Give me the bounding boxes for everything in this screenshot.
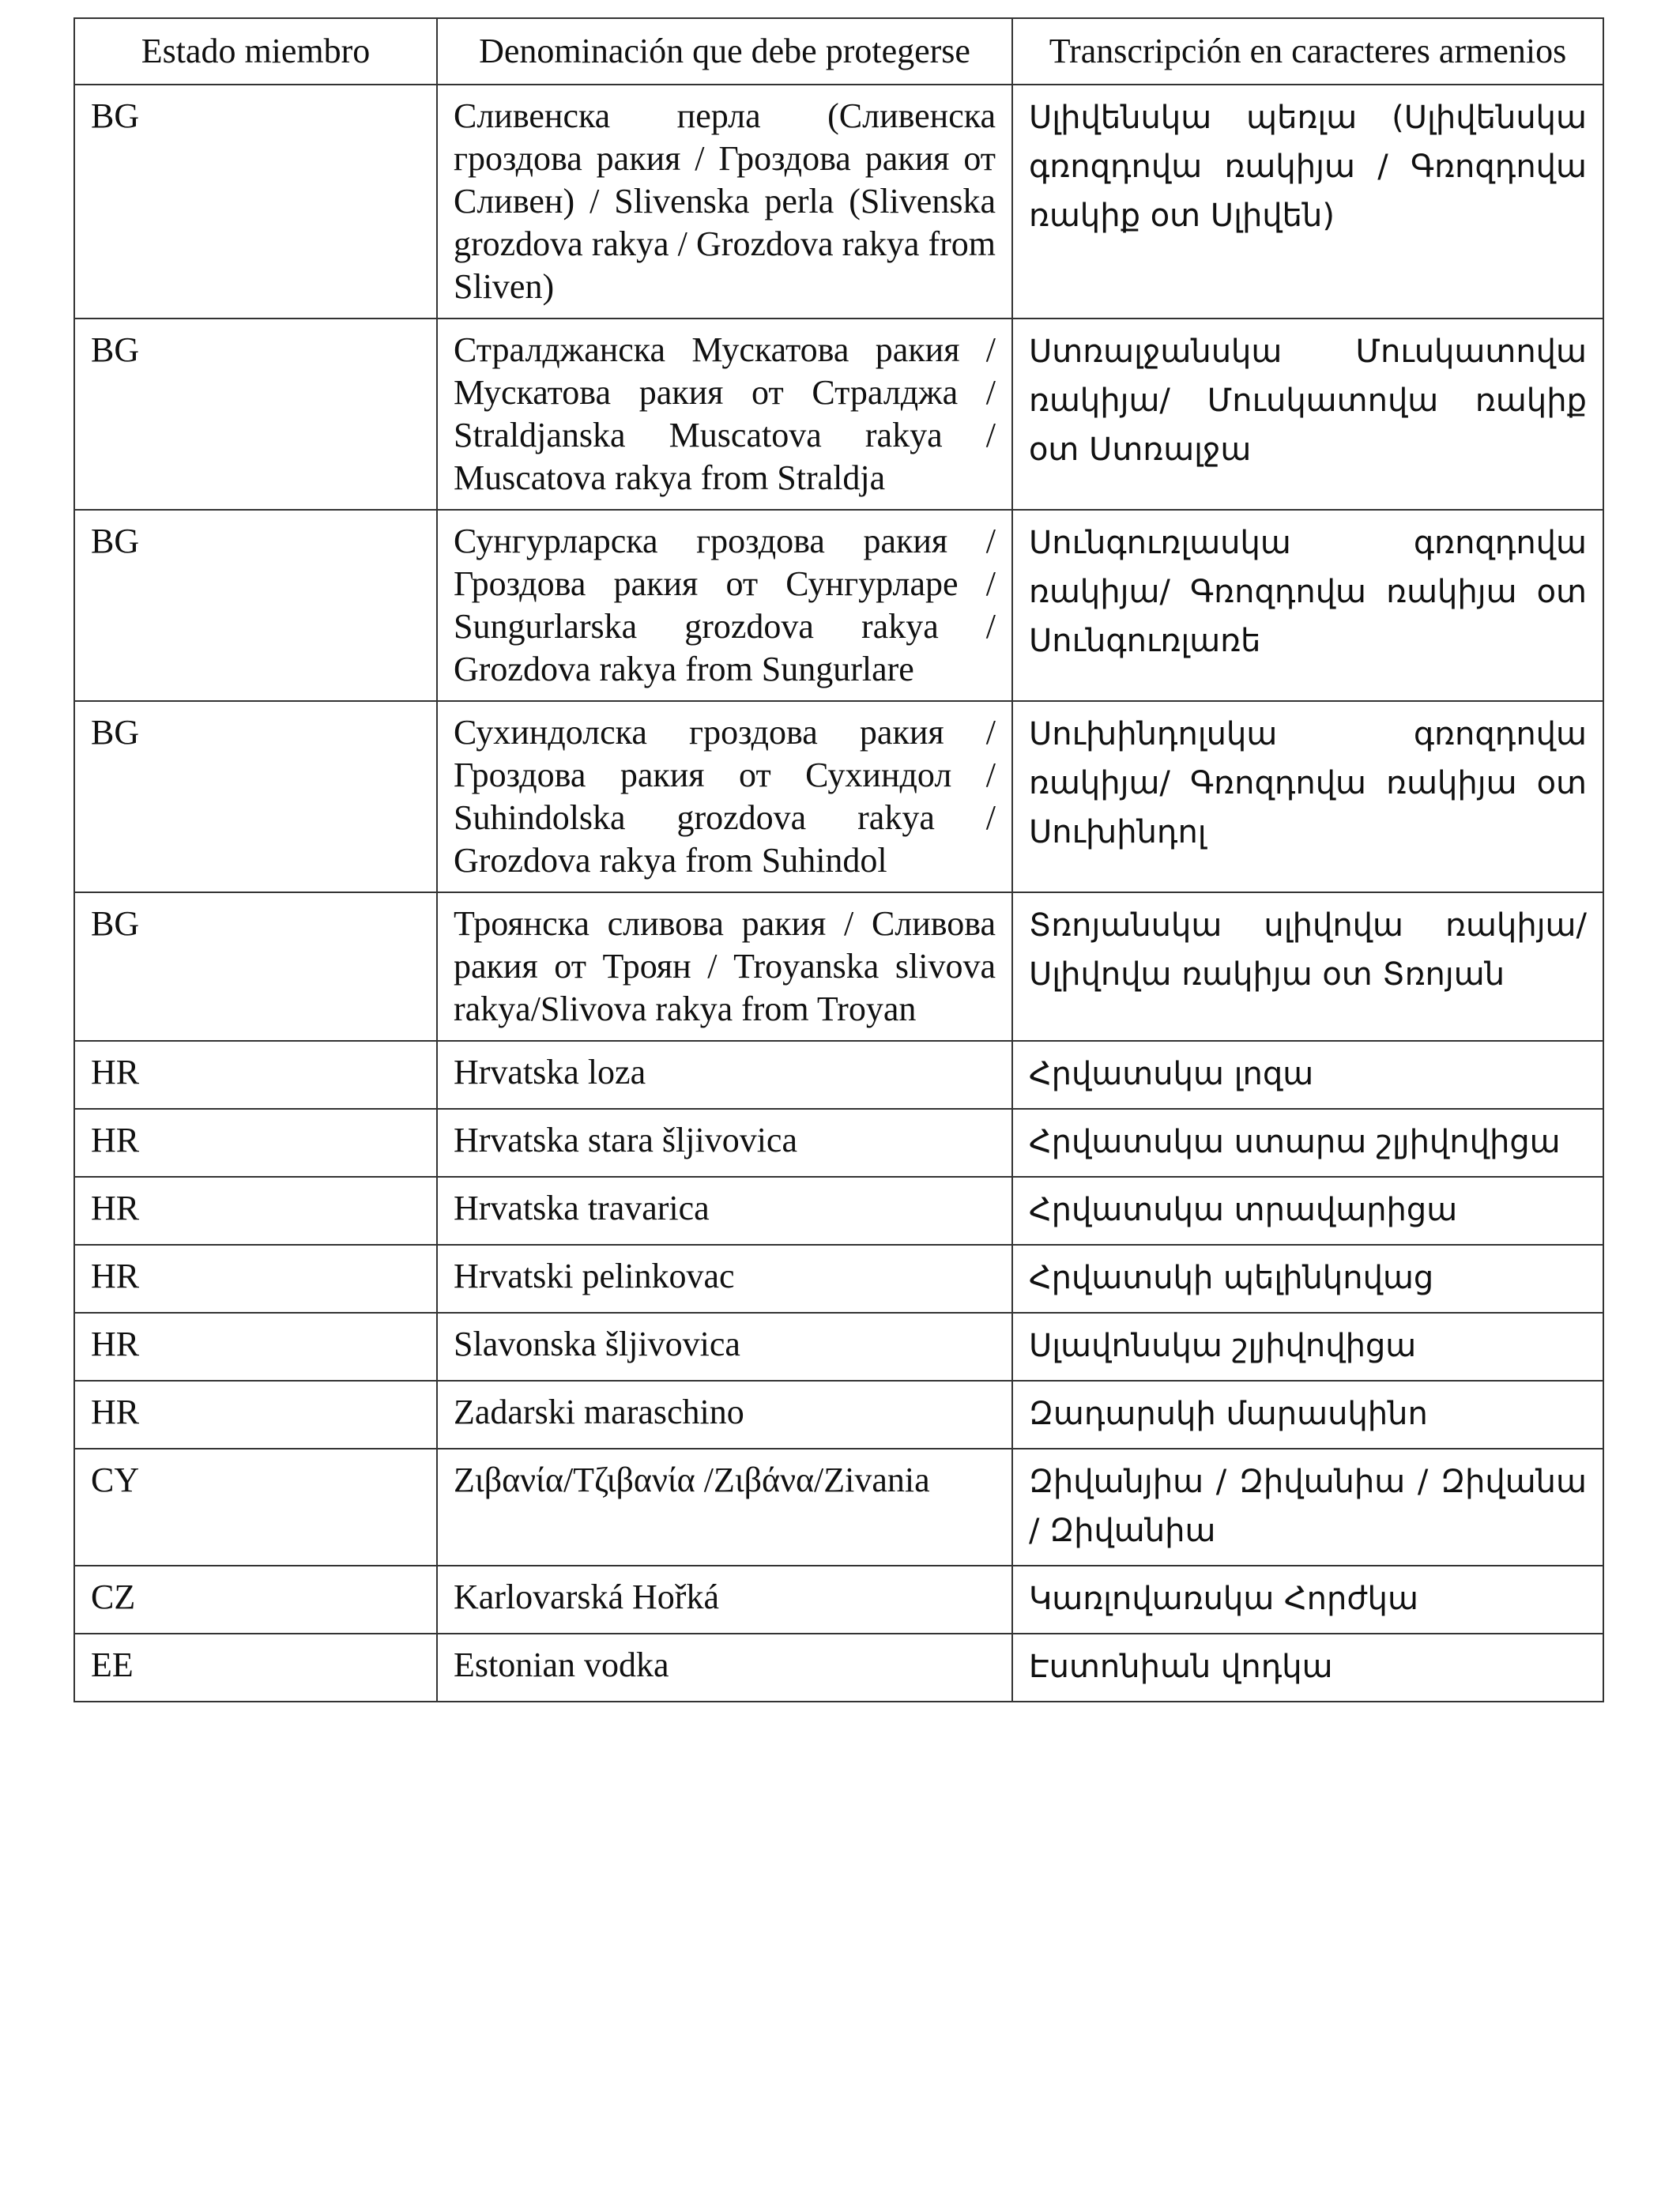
armenian-transcription-cell: Էստոնիան վոդկա bbox=[1012, 1634, 1603, 1702]
table-row bbox=[74, 85, 1603, 319]
member-state-cell: EE bbox=[74, 1634, 437, 1702]
protected-name-cell: Hrvatska stara šljivovica bbox=[437, 1109, 1012, 1177]
protected-name-cell: Ζιβανία/Τζιβανία /Ζιβάνα/Zivania bbox=[437, 1449, 1012, 1566]
member-state-cell: HR bbox=[74, 1041, 437, 1109]
member-state-cell: CZ bbox=[74, 1566, 437, 1634]
table-row bbox=[74, 1634, 1603, 1702]
member-state-cell: HR bbox=[74, 1177, 437, 1245]
armenian-transcription-cell: Զադարսկի մարասկինո bbox=[1012, 1381, 1603, 1449]
table-row bbox=[74, 1177, 1603, 1245]
member-state-cell: HR bbox=[74, 1245, 437, 1313]
protected-name-cell: Троянска сливова ракия / Сливова ракия от Троян / Troyanska slivova rakya/Slivova rakya from Troyan bbox=[437, 892, 1012, 1041]
table-row bbox=[74, 701, 1603, 892]
table-row bbox=[74, 1381, 1603, 1449]
table-header-row bbox=[74, 18, 1603, 85]
member-state-cell: BG bbox=[74, 510, 437, 701]
protected-name-cell: Slavonska šljivovica bbox=[437, 1313, 1012, 1381]
protected-name-cell: Zadarski maraschino bbox=[437, 1381, 1012, 1449]
table-row bbox=[74, 1313, 1603, 1381]
armenian-transcription-cell: Տռոյանսկա սլիվովա ռակիյա/ Սլիվովա ռակիյա օտ Տռոյան bbox=[1012, 892, 1603, 1041]
table-row bbox=[74, 1245, 1603, 1313]
member-state-cell: HR bbox=[74, 1313, 437, 1381]
protected-name-cell: Hrvatska travarica bbox=[437, 1177, 1012, 1245]
table-row bbox=[74, 1109, 1603, 1177]
protected-name-cell: Hrvatska loza bbox=[437, 1041, 1012, 1109]
armenian-transcription-cell: Հրվատսկա տրավարիցա bbox=[1012, 1177, 1603, 1245]
protected-name-cell: Hrvatski pelinkovac bbox=[437, 1245, 1012, 1313]
armenian-transcription-cell: Հրվատսկա լոզա bbox=[1012, 1041, 1603, 1109]
armenian-transcription-cell: Սուխինդոլսկա գռոզդովա ռակիյա/ Գռոզդովա ռակիյա օտ Սուխինդոլ bbox=[1012, 701, 1603, 892]
table-row bbox=[74, 1041, 1603, 1109]
armenian-transcription-cell: Սլավոնսկա շլյիվովիցա bbox=[1012, 1313, 1603, 1381]
protected-name-cell: Сухиндолска гроздова ракия / Гроздова ракия от Сухиндол / Suhindolska grozdova rakya / Grozdova rakya from Suhindol bbox=[437, 701, 1012, 892]
member-state-cell: CY bbox=[74, 1449, 437, 1566]
header-member-state: Estado miembro bbox=[74, 18, 437, 85]
document-page bbox=[73, 17, 1603, 1702]
protected-name-cell: Сунгурларска гроздова ракия / Гроздова ракия от Сунгурларе / Sungurlarska grozdova rakya / Grozdova rakya from Sungurlare bbox=[437, 510, 1012, 701]
table-row bbox=[74, 510, 1603, 701]
table-row bbox=[74, 1449, 1603, 1566]
armenian-transcription-cell: Զիվանյիա / Զիվանիա / Զիվանա / Զիվանիա bbox=[1012, 1449, 1603, 1566]
header-protected-name: Denominación que debe protegerse bbox=[437, 18, 1012, 85]
member-state-cell: BG bbox=[74, 892, 437, 1041]
geographical-indications-table bbox=[73, 17, 1604, 1702]
protected-name-cell: Стралджанска Мускатова ракия / Мускатова ракия от Стралджа / Straldjanska Muscatova rakya / Muscatova rakya from Straldja bbox=[437, 319, 1012, 510]
protected-name-cell: Estonian vodka bbox=[437, 1634, 1012, 1702]
armenian-transcription-cell: Ստռալջանսկա Մուսկատովա ռակիյա/ Մուսկատովա ռակիք օտ Ստռալջա bbox=[1012, 319, 1603, 510]
armenian-transcription-cell: Սունգուռլասկա գռոզդովա ռակիյա/ Գռոզդովա ռակիյա օտ Սունգուռլառե bbox=[1012, 510, 1603, 701]
member-state-cell: BG bbox=[74, 319, 437, 510]
table-row bbox=[74, 892, 1603, 1041]
member-state-cell: BG bbox=[74, 701, 437, 892]
armenian-transcription-cell: Հրվատսկա ստարա շլյիվովիցա bbox=[1012, 1109, 1603, 1177]
armenian-transcription-cell: Կառլովառսկա Հորժկա bbox=[1012, 1566, 1603, 1634]
header-armenian-transcription: Transcripción en caracteres armenios bbox=[1012, 18, 1603, 85]
protected-name-cell: Karlovarská Hořká bbox=[437, 1566, 1012, 1634]
member-state-cell: HR bbox=[74, 1109, 437, 1177]
table-row bbox=[74, 1566, 1603, 1634]
armenian-transcription-cell: Հրվատսկի պելինկովաց bbox=[1012, 1245, 1603, 1313]
member-state-cell: BG bbox=[74, 85, 437, 319]
armenian-transcription-cell: Սլիվենսկա պեռլա (Սլիվենսկա գռոզդովա ռակիյա / Գռոզդովա ռակիք օտ Սլիվեն) bbox=[1012, 85, 1603, 319]
protected-name-cell: Сливенска перла (Сливенска гроздова ракия / Гроздова ракия от Сливен) / Slivenska perla (Slivenska grozdova rakya / Grozdova rakya from Sliven) bbox=[437, 85, 1012, 319]
table-row bbox=[74, 319, 1603, 510]
member-state-cell: HR bbox=[74, 1381, 437, 1449]
